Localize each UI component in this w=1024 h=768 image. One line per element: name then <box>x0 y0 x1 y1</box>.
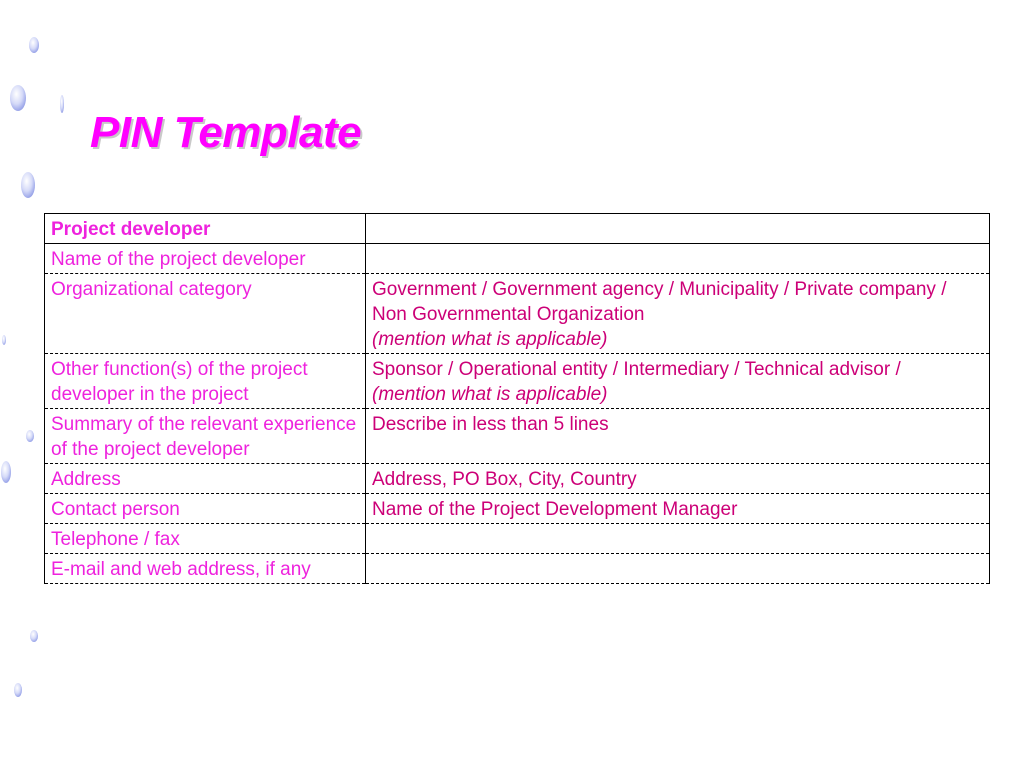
header-label: Project developer <box>45 214 366 244</box>
row-value: Sponsor / Operational entity / Intermediary / Technical advisor / <box>372 359 901 380</box>
row-value-cell <box>366 354 990 409</box>
table-row <box>45 554 990 584</box>
table-row <box>45 409 990 464</box>
row-value-cell <box>366 274 990 354</box>
row-label: Other function(s) of the project developer in the project <box>45 354 366 409</box>
row-label: Telephone / fax <box>45 524 366 554</box>
table-row <box>45 524 990 554</box>
table-row <box>45 464 990 494</box>
row-label: E-mail and web address, if any <box>45 554 366 584</box>
table-row <box>45 274 990 354</box>
header-value-cell <box>366 214 990 244</box>
row-value-note: (mention what is applicable) <box>372 329 608 350</box>
row-label: Contact person <box>45 494 366 524</box>
row-label: Summary of the relevant experience of the project developer <box>45 409 366 464</box>
row-value-note: (mention what is applicable) <box>372 384 608 405</box>
row-value <box>366 554 990 584</box>
table-header-row <box>45 214 990 244</box>
row-value: Government / Government agency / Municipality / Private company / Non Governmental Organization <box>372 279 947 325</box>
row-value: Name of the Project Development Manager <box>366 494 990 524</box>
table-row <box>45 244 990 274</box>
pin-template-table <box>44 213 990 584</box>
row-label: Organizational category <box>45 274 366 354</box>
table-row <box>45 354 990 409</box>
table-row <box>45 494 990 524</box>
row-label: Name of the project developer <box>45 244 366 274</box>
row-label: Address <box>45 464 366 494</box>
row-value: Describe in less than 5 lines <box>366 409 990 464</box>
row-value: Address, PO Box, City, Country <box>366 464 990 494</box>
row-value <box>366 244 990 274</box>
slide-title: PIN Template <box>90 108 362 157</box>
row-value <box>366 524 990 554</box>
